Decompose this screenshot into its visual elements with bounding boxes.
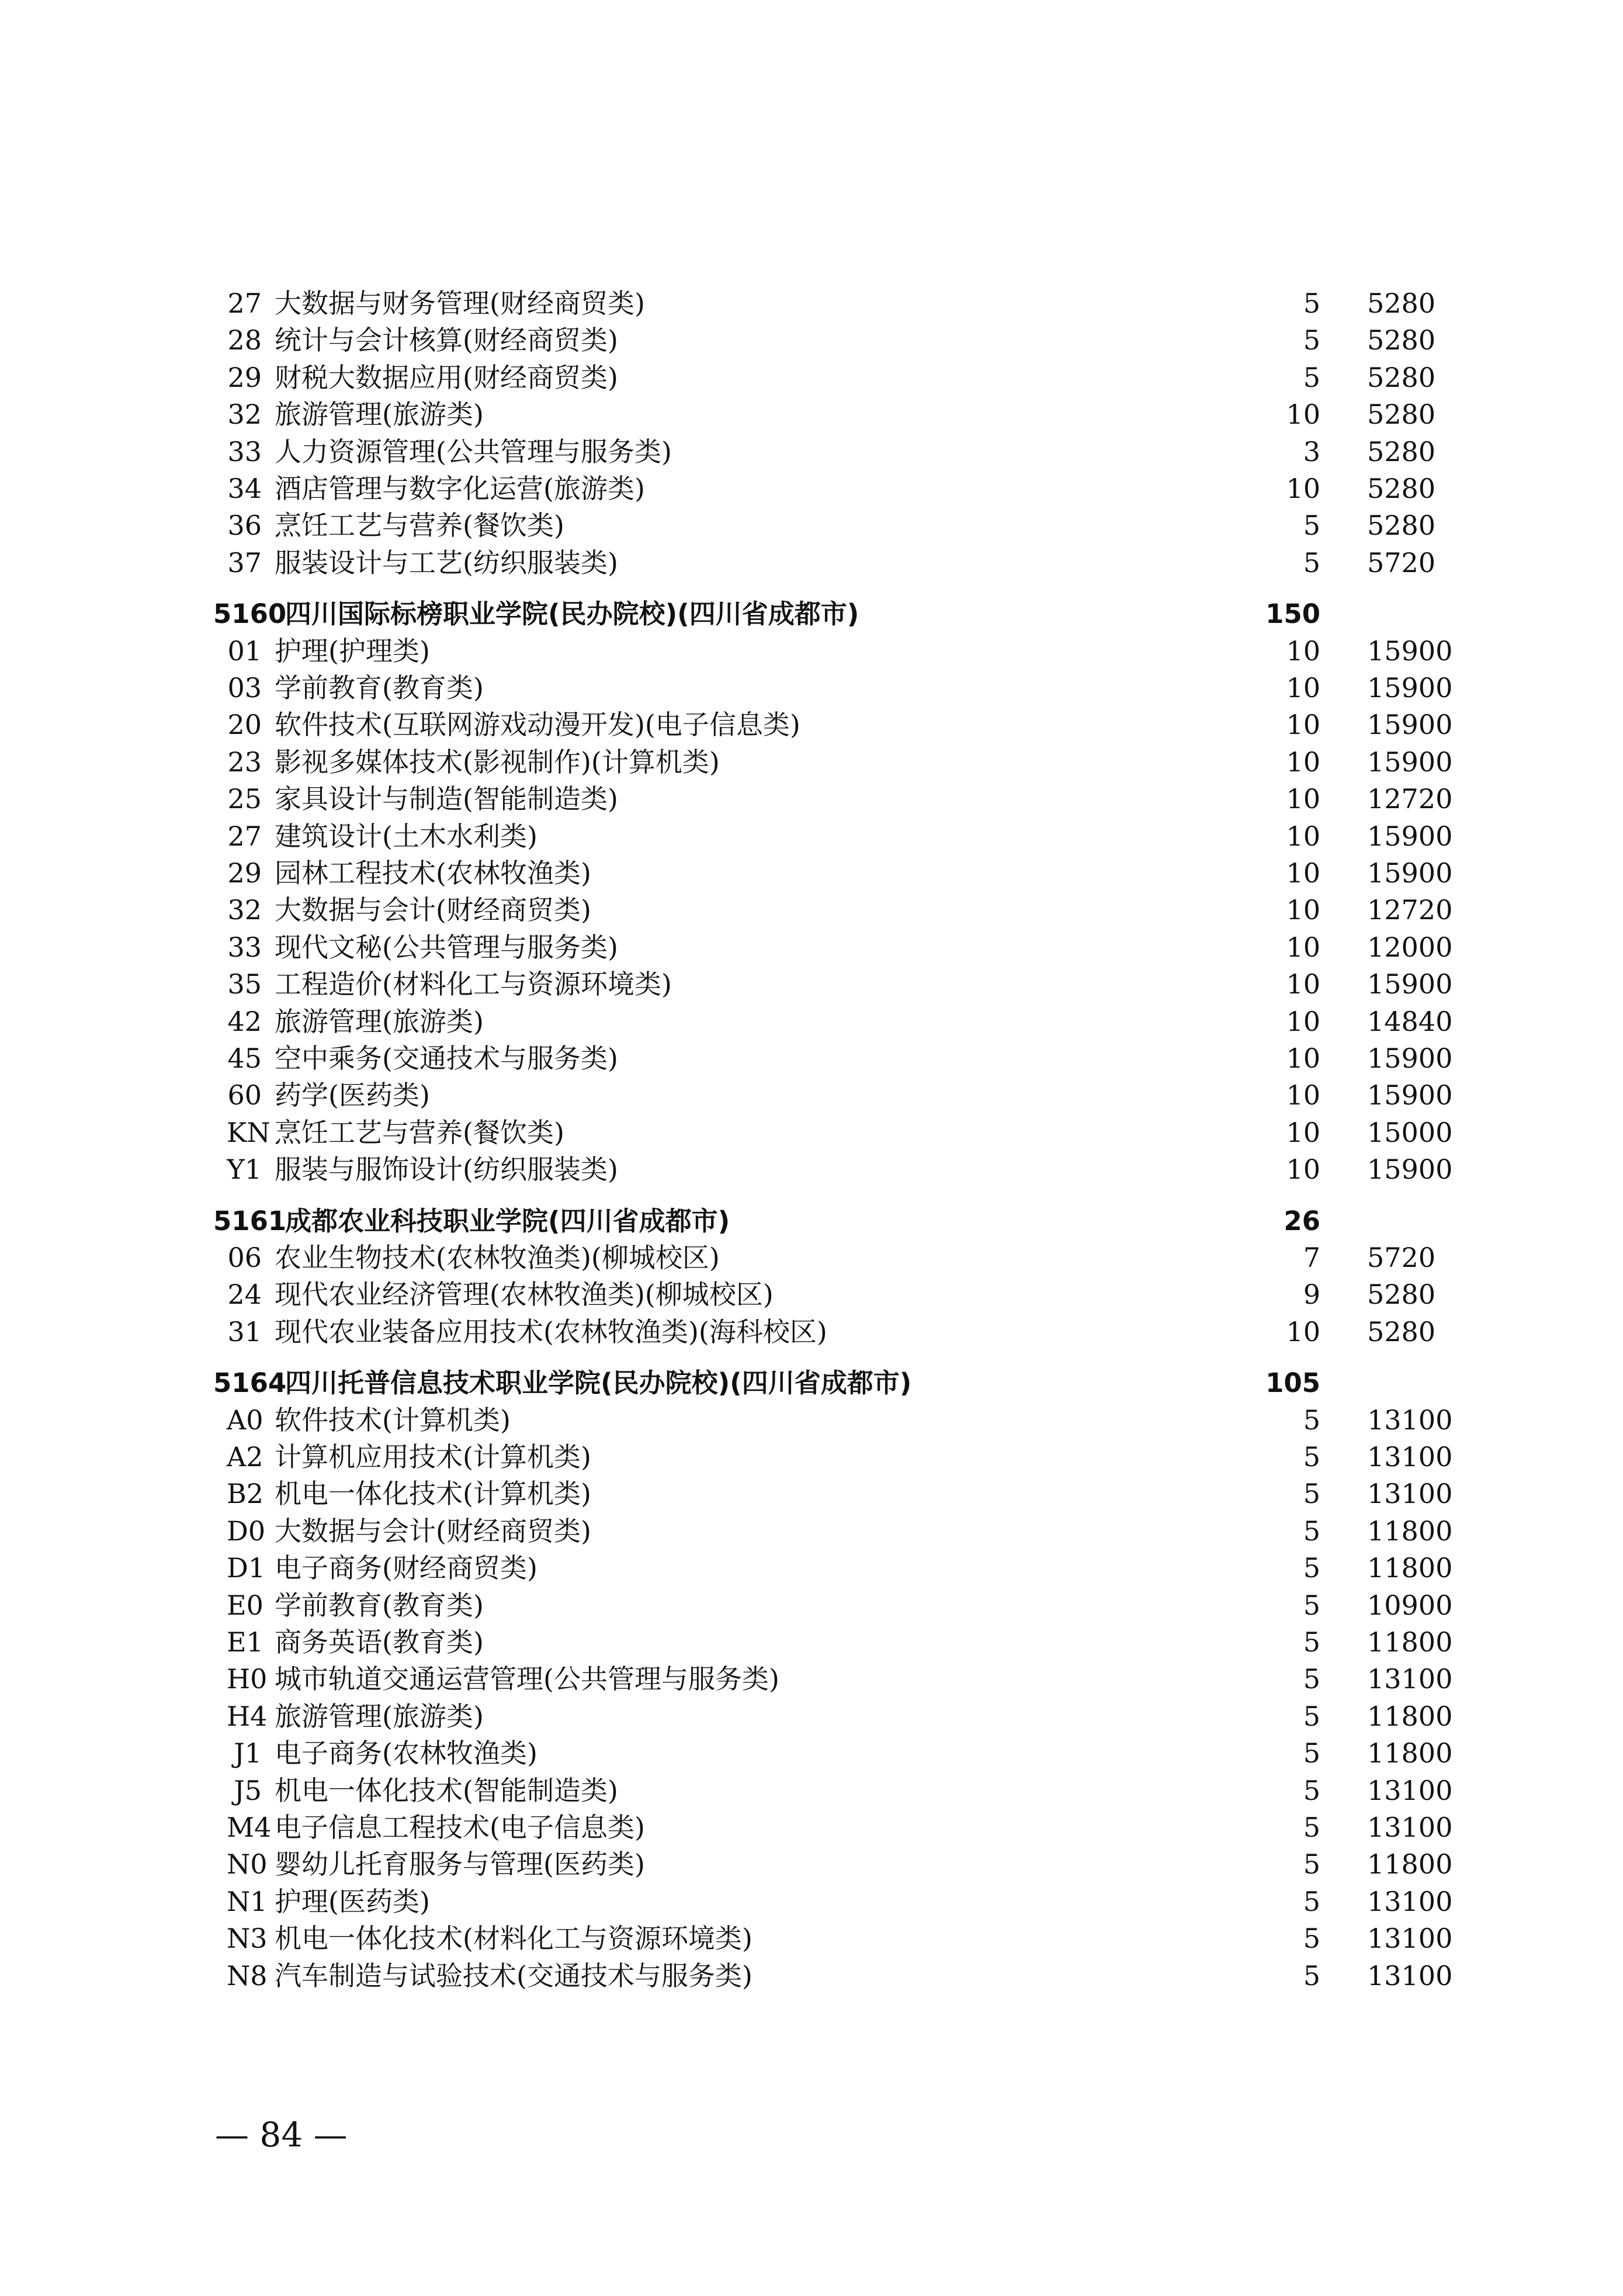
enrollment-count: 10 <box>1286 672 1320 704</box>
enrollment-count: 150 <box>1265 598 1320 629</box>
program-name: 电子商务(财经商贸类) <box>275 1552 537 1584</box>
program-row <box>0 1846 1623 1883</box>
enrollment-count: 5 <box>1303 1812 1320 1843</box>
program-name: 烹饪工艺与营养(餐饮类) <box>275 510 564 541</box>
enrollment-count: 5 <box>1303 1515 1320 1547</box>
enrollment-count: 5 <box>1303 362 1320 393</box>
program-code: E0 <box>227 1589 263 1621</box>
program-name: 护理(护理类) <box>275 635 430 667</box>
program-row <box>0 1920 1623 1957</box>
enrollment-count: 26 <box>1284 1206 1320 1237</box>
enrollment-count: 5 <box>1303 1478 1320 1509</box>
enrollment-count: 10 <box>1286 1316 1320 1348</box>
program-code: 32 <box>227 399 262 430</box>
program-row <box>0 1883 1623 1920</box>
program-row <box>0 1624 1623 1661</box>
program-code: B2 <box>227 1478 264 1509</box>
enrollment-count: 5 <box>1303 1923 1320 1954</box>
program-row <box>0 855 1623 892</box>
tuition-fee: 15900 <box>1367 857 1453 889</box>
tuition-fee: 14840 <box>1367 1006 1453 1037</box>
tuition-fee: 5280 <box>1367 1316 1436 1348</box>
enrollment-count: 10 <box>1286 1006 1320 1037</box>
tuition-fee: 11800 <box>1367 1515 1453 1547</box>
program-name: 服装设计与工艺(纺织服装类) <box>275 547 618 579</box>
tuition-fee: 11800 <box>1367 1737 1453 1769</box>
enrollment-count: 5 <box>1303 1589 1320 1621</box>
program-code: 29 <box>227 857 262 889</box>
enrollment-count: 5 <box>1303 1626 1320 1658</box>
program-row <box>0 892 1623 929</box>
program-row <box>0 1314 1623 1350</box>
institution-name: 四川托普信息技术职业学院(民办院校)(四川省成都市) <box>285 1367 912 1398</box>
tuition-fee: 13100 <box>1367 1960 1453 1992</box>
enrollment-count: 5 <box>1303 547 1320 579</box>
program-row <box>0 507 1623 544</box>
enrollment-count: 5 <box>1303 288 1320 319</box>
program-code: 01 <box>227 635 262 667</box>
program-code: A2 <box>227 1441 263 1473</box>
program-row <box>0 781 1623 818</box>
program-name: 婴幼儿托育服务与管理(医药类) <box>275 1848 645 1880</box>
program-row <box>0 670 1623 707</box>
program-name: 软件技术(计算机类) <box>275 1404 511 1436</box>
enrollment-count: 10 <box>1286 894 1320 926</box>
program-name: 药学(医药类) <box>275 1079 430 1111</box>
program-name: 现代文秘(公共管理与服务类) <box>275 931 618 963</box>
program-row <box>0 1077 1623 1114</box>
tuition-fee: 13100 <box>1367 1404 1453 1436</box>
program-code: 42 <box>227 1006 262 1037</box>
enrollment-count: 5 <box>1303 1886 1320 1917</box>
institution-header-row <box>0 1203 1623 1239</box>
institution-name: 成都农业科技职业学院(四川省成都市) <box>285 1206 730 1237</box>
enrollment-count: 5 <box>1303 324 1320 356</box>
enrollment-count: 5 <box>1303 1663 1320 1695</box>
program-row <box>0 1661 1623 1698</box>
program-row <box>0 1476 1623 1512</box>
institution-header-row <box>0 1365 1623 1401</box>
program-code: 23 <box>227 746 262 778</box>
tuition-fee: 12720 <box>1367 783 1453 815</box>
program-name: 酒店管理与数字化运营(旅游类) <box>275 473 645 504</box>
program-name: 人力资源管理(公共管理与服务类) <box>275 436 672 467</box>
program-name: 家具设计与制造(智能制造类) <box>275 783 618 815</box>
tuition-fee: 15900 <box>1367 1079 1453 1111</box>
program-row <box>0 1151 1623 1188</box>
enrollment-count: 5 <box>1303 1404 1320 1436</box>
program-name: 大数据与财务管理(财经商贸类) <box>275 288 645 319</box>
program-row <box>0 1809 1623 1846</box>
enrollment-count: 10 <box>1286 709 1320 740</box>
enrollment-count: 10 <box>1286 473 1320 504</box>
tuition-fee: 15900 <box>1367 1154 1453 1185</box>
program-row <box>0 744 1623 781</box>
tuition-fee: 15900 <box>1367 820 1453 852</box>
program-code: 24 <box>227 1279 262 1310</box>
enrollment-count: 105 <box>1265 1367 1320 1398</box>
program-code: 27 <box>227 820 262 852</box>
program-code: H0 <box>227 1663 268 1695</box>
program-name: 旅游管理(旅游类) <box>275 1701 484 1732</box>
tuition-fee: 5720 <box>1367 1242 1436 1273</box>
program-code: 28 <box>227 324 262 356</box>
program-code: M4 <box>227 1812 272 1843</box>
program-row <box>0 1439 1623 1476</box>
tuition-fee: 11800 <box>1367 1848 1453 1880</box>
program-code: 03 <box>227 672 262 704</box>
program-code: 34 <box>227 473 262 504</box>
program-name: 商务英语(教育类) <box>275 1626 484 1658</box>
program-name: 大数据与会计(财经商贸类) <box>275 1515 591 1547</box>
program-code: D1 <box>227 1552 266 1584</box>
program-code: A0 <box>227 1404 263 1436</box>
program-row <box>0 707 1623 743</box>
tuition-fee: 13100 <box>1367 1812 1453 1843</box>
program-row <box>0 1772 1623 1809</box>
enrollment-count: 10 <box>1286 1079 1320 1111</box>
program-name: 烹饪工艺与营养(餐饮类) <box>275 1117 564 1148</box>
tuition-fee: 12720 <box>1367 894 1453 926</box>
tuition-fee: 13100 <box>1367 1923 1453 1954</box>
program-code: KN <box>227 1117 270 1148</box>
program-row <box>0 929 1623 966</box>
tuition-fee: 5280 <box>1367 324 1436 356</box>
tuition-fee: 5720 <box>1367 547 1436 579</box>
program-row <box>0 434 1623 470</box>
enrollment-count: 10 <box>1286 1154 1320 1185</box>
program-row <box>0 1513 1623 1550</box>
program-name: 机电一体化技术(智能制造类) <box>275 1775 618 1806</box>
enrollment-count: 10 <box>1286 1043 1320 1074</box>
program-row <box>0 359 1623 396</box>
enrollment-count: 5 <box>1303 1737 1320 1769</box>
tuition-fee: 5280 <box>1367 510 1436 541</box>
program-row <box>0 1003 1623 1040</box>
program-code: 06 <box>227 1242 262 1273</box>
tuition-fee: 15900 <box>1367 709 1453 740</box>
tuition-fee: 13100 <box>1367 1886 1453 1917</box>
program-code: J5 <box>234 1775 262 1806</box>
program-row <box>0 470 1623 507</box>
program-name: 现代农业装备应用技术(农林牧渔类)(海科校区) <box>275 1316 827 1348</box>
program-row <box>0 1735 1623 1772</box>
program-code: 29 <box>227 362 262 393</box>
tuition-fee: 13100 <box>1367 1775 1453 1806</box>
program-code: 33 <box>227 436 262 467</box>
enrollment-count: 10 <box>1286 635 1320 667</box>
program-row <box>0 1114 1623 1151</box>
program-name: 农业生物技术(农林牧渔类)(柳城校区) <box>275 1242 720 1273</box>
program-name: 机电一体化技术(计算机类) <box>275 1478 591 1509</box>
enrollment-count: 7 <box>1303 1242 1320 1273</box>
enrollment-count: 5 <box>1303 1775 1320 1806</box>
program-row <box>0 1276 1623 1313</box>
program-name: 影视多媒体技术(影视制作)(计算机类) <box>275 746 720 778</box>
program-name: 空中乘务(交通技术与服务类) <box>275 1043 618 1074</box>
program-name: 电子商务(农林牧渔类) <box>275 1737 537 1769</box>
program-name: 旅游管理(旅游类) <box>275 1006 484 1037</box>
program-code: N1 <box>227 1886 268 1917</box>
enrollment-count: 5 <box>1303 1701 1320 1732</box>
program-name: 学前教育(教育类) <box>275 1589 484 1621</box>
tuition-fee: 5280 <box>1367 473 1436 504</box>
program-row <box>0 1587 1623 1624</box>
program-code: 33 <box>227 931 262 963</box>
program-row <box>0 1550 1623 1587</box>
tuition-fee: 12000 <box>1367 931 1453 963</box>
institution-code: 5164 <box>213 1367 287 1398</box>
enrollment-count: 10 <box>1286 857 1320 889</box>
program-name: 大数据与会计(财经商贸类) <box>275 894 591 926</box>
tuition-fee: 13100 <box>1367 1441 1453 1473</box>
program-row <box>0 545 1623 581</box>
program-code: N8 <box>227 1960 268 1992</box>
program-row <box>0 818 1623 855</box>
program-code: N3 <box>227 1923 268 1954</box>
program-code: J1 <box>234 1737 262 1769</box>
program-row <box>0 1958 1623 1994</box>
program-row <box>0 1239 1623 1276</box>
program-code: 31 <box>227 1316 262 1348</box>
program-name: 计算机应用技术(计算机类) <box>275 1441 591 1473</box>
program-name: 旅游管理(旅游类) <box>275 399 484 430</box>
program-code: 37 <box>227 547 262 579</box>
enrollment-count: 5 <box>1303 1552 1320 1584</box>
tuition-fee: 5280 <box>1367 436 1436 467</box>
program-code: 32 <box>227 894 262 926</box>
enrollment-count: 10 <box>1286 399 1320 430</box>
institution-header-row <box>0 595 1623 632</box>
program-name: 城市轨道交通运营管理(公共管理与服务类) <box>275 1663 779 1695</box>
program-row <box>0 285 1623 322</box>
program-name: 统计与会计核算(财经商贸类) <box>275 324 618 356</box>
enrollment-count: 10 <box>1286 820 1320 852</box>
program-name: 软件技术(互联网游戏动漫开发)(电子信息类) <box>275 709 800 740</box>
institution-code: 5160 <box>213 598 287 629</box>
program-code: Y1 <box>227 1154 262 1185</box>
program-code: N0 <box>227 1848 268 1880</box>
tuition-fee: 15900 <box>1367 672 1453 704</box>
tuition-fee: 15000 <box>1367 1117 1453 1148</box>
program-name: 服装与服饰设计(纺织服装类) <box>275 1154 618 1185</box>
program-code: 45 <box>227 1043 262 1074</box>
program-code: 35 <box>227 968 262 1000</box>
program-row <box>0 1040 1623 1077</box>
enrollment-count: 9 <box>1303 1279 1320 1310</box>
institution-name: 四川国际标榜职业学院(民办院校)(四川省成都市) <box>285 598 859 629</box>
program-code: 25 <box>227 783 262 815</box>
program-row <box>0 966 1623 1003</box>
program-code: 27 <box>227 288 262 319</box>
program-row <box>0 1698 1623 1735</box>
program-name: 护理(医药类) <box>275 1886 430 1917</box>
program-row <box>0 322 1623 359</box>
program-name: 汽车制造与试验技术(交通技术与服务类) <box>275 1960 752 1992</box>
program-row <box>0 633 1623 670</box>
program-code: 60 <box>227 1079 262 1111</box>
enrollment-count: 5 <box>1303 510 1320 541</box>
program-name: 电子信息工程技术(电子信息类) <box>275 1812 645 1843</box>
tuition-fee: 15900 <box>1367 746 1453 778</box>
program-name: 现代农业经济管理(农林牧渔类)(柳城校区) <box>275 1279 774 1310</box>
tuition-fee: 5280 <box>1367 1279 1436 1310</box>
tuition-fee: 15900 <box>1367 635 1453 667</box>
enrollment-count: 10 <box>1286 746 1320 778</box>
program-row <box>0 1402 1623 1439</box>
enrollment-count: 5 <box>1303 1848 1320 1880</box>
tuition-fee: 13100 <box>1367 1478 1453 1509</box>
enrollment-count: 10 <box>1286 1117 1320 1148</box>
program-name: 学前教育(教育类) <box>275 672 484 704</box>
enrollment-count: 5 <box>1303 1441 1320 1473</box>
institution-code: 5161 <box>213 1206 287 1237</box>
tuition-fee: 5280 <box>1367 399 1436 430</box>
program-code: 36 <box>227 510 262 541</box>
tuition-fee: 15900 <box>1367 968 1453 1000</box>
page-number: — 84 — <box>215 2115 348 2155</box>
enrollment-count: 10 <box>1286 968 1320 1000</box>
tuition-fee: 10900 <box>1367 1589 1453 1621</box>
program-row <box>0 396 1623 433</box>
program-name: 建筑设计(土木水利类) <box>275 820 537 852</box>
tuition-fee: 11800 <box>1367 1552 1453 1584</box>
program-code: D0 <box>227 1515 266 1547</box>
enrollment-count: 3 <box>1303 436 1320 467</box>
enrollment-count: 10 <box>1286 931 1320 963</box>
enrollment-count: 10 <box>1286 783 1320 815</box>
program-code: E1 <box>227 1626 263 1658</box>
tuition-fee: 5280 <box>1367 362 1436 393</box>
tuition-fee: 15900 <box>1367 1043 1453 1074</box>
program-code: 20 <box>227 709 262 740</box>
program-name: 园林工程技术(农林牧渔类) <box>275 857 591 889</box>
program-code: H4 <box>227 1701 268 1732</box>
tuition-fee: 11800 <box>1367 1701 1453 1732</box>
tuition-fee: 5280 <box>1367 288 1436 319</box>
tuition-fee: 11800 <box>1367 1626 1453 1658</box>
tuition-fee: 13100 <box>1367 1663 1453 1695</box>
program-name: 机电一体化技术(材料化工与资源环境类) <box>275 1923 752 1954</box>
program-name: 工程造价(材料化工与资源环境类) <box>275 968 672 1000</box>
enrollment-count: 5 <box>1303 1960 1320 1992</box>
program-name: 财税大数据应用(财经商贸类) <box>275 362 618 393</box>
